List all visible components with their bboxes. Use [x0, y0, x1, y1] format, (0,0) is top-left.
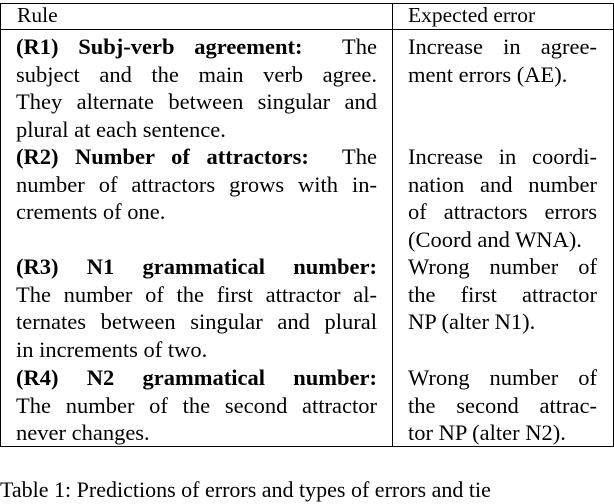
header-expected-error: Expected error	[408, 3, 536, 27]
rule-cell	[16, 364, 377, 447]
rule-title: (R3) N1 grammatical number:	[16, 254, 377, 279]
error-text: nation and number	[408, 171, 597, 197]
rules-table	[0, 3, 614, 447]
rule-cell	[16, 253, 377, 363]
error-text: Increase in agree-	[408, 34, 597, 59]
rule-text: plural at each sentence.	[16, 116, 226, 142]
error-text: the second attrac-	[408, 392, 597, 418]
error-text: the first attractor	[408, 281, 597, 307]
table-row	[1, 251, 613, 362]
rule-cell	[16, 143, 377, 226]
rule-text: The	[342, 144, 378, 169]
rule-text: ternates between singular and plural	[16, 309, 377, 335]
rule-title: (R1) Subj-verb agreement:	[16, 34, 303, 59]
error-text: NP (alter N1).	[408, 309, 536, 335]
rule-text: The	[342, 34, 378, 59]
error-text: Wrong number of	[408, 254, 597, 279]
rule-text: never changes.	[16, 420, 150, 446]
rule-title: (R4) N2 grammatical number:	[16, 365, 377, 390]
error-text: Wrong number of	[408, 365, 597, 390]
error-cell	[408, 364, 597, 447]
table-row	[1, 30, 613, 140]
rule-title: (R2) Number of attractors:	[16, 144, 309, 169]
rule-text: crements of one.	[16, 199, 166, 225]
table-row	[1, 362, 613, 446]
rule-text: The number of the second attractor	[16, 392, 377, 418]
error-text: (Coord and WNA).	[408, 226, 582, 252]
error-text: of attractors errors	[408, 199, 597, 225]
rule-cell	[16, 33, 377, 143]
rule-text: number of attractors grows with in-	[16, 171, 377, 197]
table-caption: Table 1: Predictions of errors and types of errors and tie	[0, 477, 491, 502]
error-text: tor NP (alter N2).	[408, 420, 566, 446]
rule-text: subject and the main verb agree.	[16, 61, 377, 87]
error-cell	[408, 253, 597, 336]
header-rule: Rule	[17, 3, 58, 27]
error-text: Increase in coordi-	[408, 144, 597, 169]
error-cell	[408, 33, 597, 88]
rule-text: in increments of two.	[16, 336, 208, 362]
table-header	[1, 4, 613, 30]
table-row	[1, 140, 613, 251]
rule-text: The number of the first attractor al-	[16, 281, 377, 307]
error-cell	[408, 143, 597, 253]
error-text: ment errors (AE).	[408, 61, 568, 87]
rule-text: They alternate between singular and	[16, 89, 377, 115]
